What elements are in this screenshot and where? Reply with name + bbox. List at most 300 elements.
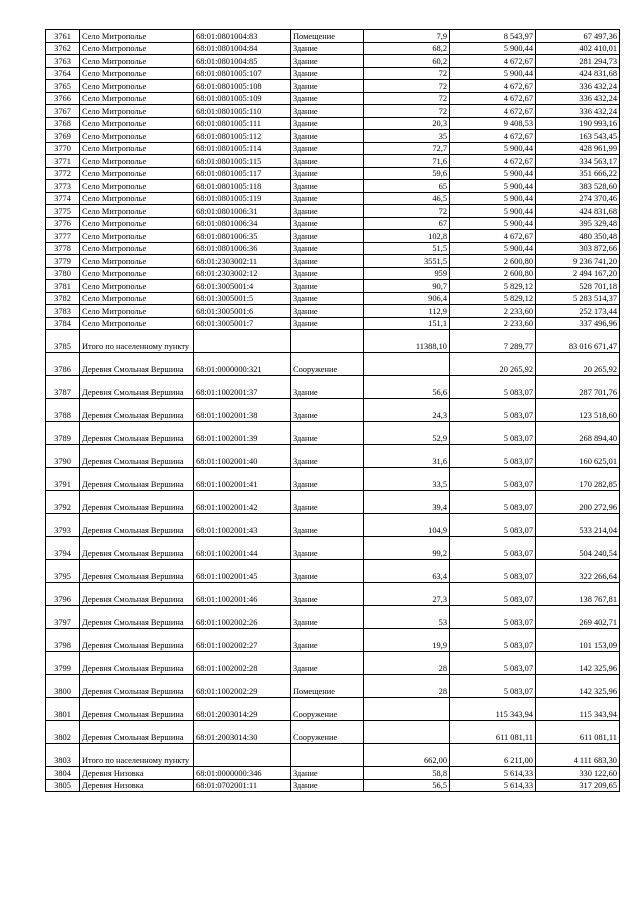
- cell-settlement: Село Митрополье: [80, 205, 194, 218]
- cell-cadastral-value: 351 666,22: [536, 167, 620, 180]
- table-row: [46, 721, 620, 744]
- cell-specific-value: 5 083,07: [450, 606, 536, 629]
- cell-area: 67: [364, 217, 450, 230]
- cell-settlement: Деревня Низовка: [80, 767, 194, 780]
- cell-specific-value: 5 614,33: [450, 779, 536, 792]
- table-row: [46, 292, 620, 305]
- cell-area: 52,9: [364, 422, 450, 445]
- cell-settlement: Село Митрополье: [80, 267, 194, 280]
- cell-settlement: Село Митрополье: [80, 305, 194, 318]
- table-row: [46, 142, 620, 155]
- table-row: [46, 92, 620, 105]
- cell-row-number: 3787: [46, 376, 80, 399]
- cell-cadastral-value: 303 872,66: [536, 242, 620, 255]
- cell-specific-value: 5 083,07: [450, 422, 536, 445]
- cell-settlement: Деревня Смольная Вершина: [80, 376, 194, 399]
- cell-object-type: Помещение: [291, 675, 364, 698]
- cell-row-number: 3773: [46, 180, 80, 193]
- table-row: [46, 514, 620, 537]
- cell-cadastral-number: 68:01:0000000:321: [194, 353, 291, 376]
- cell-cadastral-number: 68:01:0801005:110: [194, 105, 291, 118]
- cell-specific-value: 5 900,44: [450, 67, 536, 80]
- cell-row-number: 3770: [46, 142, 80, 155]
- cell-cadastral-value: 504 240,54: [536, 537, 620, 560]
- cell-row-number: 3781: [46, 280, 80, 293]
- cell-area: 24,3: [364, 399, 450, 422]
- cell-settlement: Село Митрополье: [80, 105, 194, 118]
- cell-specific-value: 5 083,07: [450, 468, 536, 491]
- cell-row-number: 3766: [46, 92, 80, 105]
- cell-cadastral-value: 428 961,99: [536, 142, 620, 155]
- cell-cadastral-value: 123 518,60: [536, 399, 620, 422]
- cell-object-type: Здание: [291, 130, 364, 143]
- cell-row-number: 3763: [46, 55, 80, 68]
- cell-object-type: Здание: [291, 92, 364, 105]
- cell-settlement: Деревня Смольная Вершина: [80, 560, 194, 583]
- cell-object-type: [291, 330, 364, 353]
- cell-area: 65: [364, 180, 450, 193]
- cell-settlement: Село Митрополье: [80, 155, 194, 168]
- cell-object-type: Здание: [291, 317, 364, 330]
- cell-settlement: Деревня Смольная Вершина: [80, 422, 194, 445]
- cell-specific-value: 2 600,80: [450, 255, 536, 268]
- cell-row-number: 3761: [46, 30, 80, 43]
- cell-settlement: Село Митрополье: [80, 80, 194, 93]
- cell-cadastral-number: 68:01:0801005:111: [194, 117, 291, 130]
- cell-cadastral-value: 336 432,24: [536, 92, 620, 105]
- cell-specific-value: 5 083,07: [450, 399, 536, 422]
- cell-row-number: 3779: [46, 255, 80, 268]
- cell-area: 72: [364, 67, 450, 80]
- cell-specific-value: 5 083,07: [450, 652, 536, 675]
- cell-object-type: Здание: [291, 180, 364, 193]
- cell-object-type: Здание: [291, 117, 364, 130]
- cell-cadastral-number: 68:01:0801005:115: [194, 155, 291, 168]
- cell-settlement: Деревня Смольная Вершина: [80, 491, 194, 514]
- cell-cadastral-value: 287 701,76: [536, 376, 620, 399]
- cell-row-number: 3765: [46, 80, 80, 93]
- cell-row-number: 3775: [46, 205, 80, 218]
- cell-cadastral-value: 336 432,24: [536, 105, 620, 118]
- cell-cadastral-number: 68:01:1002001:38: [194, 399, 291, 422]
- cell-cadastral-value: 383 528,60: [536, 180, 620, 193]
- cell-cadastral-number: 68:01:0801004:83: [194, 30, 291, 43]
- cell-cadastral-value: 337 496,96: [536, 317, 620, 330]
- cell-object-type: Здание: [291, 376, 364, 399]
- cell-area: 33,5: [364, 468, 450, 491]
- cell-area: 53: [364, 606, 450, 629]
- cell-object-type: Здание: [291, 80, 364, 93]
- table-row: [46, 30, 620, 43]
- cell-specific-value: 5 829,12: [450, 292, 536, 305]
- cell-area: 72,7: [364, 142, 450, 155]
- cell-cadastral-number: 68:01:0801004:85: [194, 55, 291, 68]
- cell-specific-value: 5 083,07: [450, 675, 536, 698]
- cell-specific-value: 5 900,44: [450, 42, 536, 55]
- cell-cadastral-value: 190 993,16: [536, 117, 620, 130]
- cell-object-type: Сооружение: [291, 698, 364, 721]
- cell-cadastral-number: 68:01:0801006:34: [194, 217, 291, 230]
- cell-settlement: Село Митрополье: [80, 242, 194, 255]
- cell-cadastral-number: 68:01:2303002:11: [194, 255, 291, 268]
- cell-area: 112,9: [364, 305, 450, 318]
- cell-cadastral-number: 68:01:1002001:43: [194, 514, 291, 537]
- cell-area: 72: [364, 105, 450, 118]
- cell-cadastral-value: 160 625,01: [536, 445, 620, 468]
- cell-object-type: Здание: [291, 399, 364, 422]
- cell-cadastral-number: 68:01:0801005:109: [194, 92, 291, 105]
- cell-row-number: 3785: [46, 330, 80, 353]
- cell-cadastral-number: 68:01:0801006:35: [194, 230, 291, 243]
- cell-area: 56,6: [364, 376, 450, 399]
- cell-row-number: 3799: [46, 652, 80, 675]
- cell-specific-value: 5 083,07: [450, 629, 536, 652]
- cell-area: 59,6: [364, 167, 450, 180]
- cell-object-type: Здание: [291, 280, 364, 293]
- cell-area: 31,6: [364, 445, 450, 468]
- cell-cadastral-number: 68:01:1002002:26: [194, 606, 291, 629]
- cell-cadastral-value: 142 325,96: [536, 652, 620, 675]
- table-row: [46, 744, 620, 767]
- cell-area: 20,3: [364, 117, 450, 130]
- cell-cadastral-value: 424 831,68: [536, 67, 620, 80]
- cell-row-number: 3778: [46, 242, 80, 255]
- cell-object-type: Здание: [291, 583, 364, 606]
- cell-specific-value: 5 900,44: [450, 242, 536, 255]
- cell-row-number: 3796: [46, 583, 80, 606]
- cell-object-type: [291, 744, 364, 767]
- cell-area: 56,5: [364, 779, 450, 792]
- cell-area: 7,9: [364, 30, 450, 43]
- cell-cadastral-value: 268 894,40: [536, 422, 620, 445]
- cell-settlement: Село Митрополье: [80, 217, 194, 230]
- cell-object-type: Сооружение: [291, 353, 364, 376]
- cell-specific-value: 2 600,80: [450, 267, 536, 280]
- cell-settlement: Село Митрополье: [80, 192, 194, 205]
- cell-object-type: Здание: [291, 445, 364, 468]
- table-row: [46, 192, 620, 205]
- cell-specific-value: 2 233,60: [450, 305, 536, 318]
- cell-settlement: Деревня Смольная Вершина: [80, 652, 194, 675]
- cell-object-type: Здание: [291, 167, 364, 180]
- table-row: [46, 280, 620, 293]
- cell-cadastral-number: 68:01:0702001:11: [194, 779, 291, 792]
- table-row: [46, 767, 620, 780]
- cell-settlement: Село Митрополье: [80, 142, 194, 155]
- cell-area: 104,9: [364, 514, 450, 537]
- cell-specific-value: 5 083,07: [450, 376, 536, 399]
- cell-object-type: Здание: [291, 142, 364, 155]
- cell-row-number: 3783: [46, 305, 80, 318]
- table-row: [46, 55, 620, 68]
- table-row: [46, 675, 620, 698]
- cell-row-number: 3789: [46, 422, 80, 445]
- cell-settlement: Деревня Смольная Вершина: [80, 629, 194, 652]
- cell-object-type: Здание: [291, 422, 364, 445]
- cell-object-type: Здание: [291, 192, 364, 205]
- cell-object-type: Здание: [291, 242, 364, 255]
- cell-settlement: Деревня Смольная Вершина: [80, 675, 194, 698]
- cell-area: 99,2: [364, 537, 450, 560]
- cell-object-type: Здание: [291, 537, 364, 560]
- cell-cadastral-value: 20 265,92: [536, 353, 620, 376]
- cell-row-number: 3776: [46, 217, 80, 230]
- cell-cadastral-value: 533 214,04: [536, 514, 620, 537]
- cell-row-number: 3794: [46, 537, 80, 560]
- table-row: [46, 230, 620, 243]
- table-row: [46, 130, 620, 143]
- cell-row-number: 3805: [46, 779, 80, 792]
- cell-specific-value: 5 900,44: [450, 180, 536, 193]
- cell-cadastral-value: 269 402,71: [536, 606, 620, 629]
- cell-row-number: 3802: [46, 721, 80, 744]
- cell-cadastral-number: 68:01:1002001:40: [194, 445, 291, 468]
- cell-cadastral-value: 5 283 514,37: [536, 292, 620, 305]
- cell-settlement: Деревня Смольная Вершина: [80, 583, 194, 606]
- cell-row-number: 3792: [46, 491, 80, 514]
- table-row: [46, 305, 620, 318]
- table-row: [46, 399, 620, 422]
- cell-settlement: Село Митрополье: [80, 180, 194, 193]
- cell-cadastral-value: 611 081,11: [536, 721, 620, 744]
- cell-area: 151,1: [364, 317, 450, 330]
- cell-settlement: Деревня Смольная Вершина: [80, 399, 194, 422]
- cell-cadastral-number: 68:01:1002001:39: [194, 422, 291, 445]
- cell-cadastral-value: 424 831,68: [536, 205, 620, 218]
- cell-row-number: 3762: [46, 42, 80, 55]
- cell-area: 906,4: [364, 292, 450, 305]
- table-row: [46, 330, 620, 353]
- cell-area: 28: [364, 675, 450, 698]
- cell-settlement: Деревня Смольная Вершина: [80, 721, 194, 744]
- cell-cadastral-number: 68:01:1002001:45: [194, 560, 291, 583]
- cell-cadastral-value: 138 767,81: [536, 583, 620, 606]
- cell-cadastral-number: 68:01:1002001:46: [194, 583, 291, 606]
- cell-specific-value: 5 083,07: [450, 514, 536, 537]
- table-row: [46, 267, 620, 280]
- cell-row-number: 3764: [46, 67, 80, 80]
- cell-area: 19,9: [364, 629, 450, 652]
- cell-area: 68,2: [364, 42, 450, 55]
- cell-area: 71,6: [364, 155, 450, 168]
- cell-area: [364, 721, 450, 744]
- table-row: [46, 376, 620, 399]
- cell-settlement: Деревня Смольная Вершина: [80, 606, 194, 629]
- table-row: [46, 652, 620, 675]
- cell-area: [364, 698, 450, 721]
- table-row: [46, 537, 620, 560]
- cell-settlement: Село Митрополье: [80, 67, 194, 80]
- cell-settlement: Село Митрополье: [80, 30, 194, 43]
- cell-area: 72: [364, 205, 450, 218]
- cell-specific-value: 5 900,44: [450, 205, 536, 218]
- cell-cadastral-value: 2 494 167,20: [536, 267, 620, 280]
- cell-row-number: 3803: [46, 744, 80, 767]
- cell-cadastral-number: 68:01:0801004:84: [194, 42, 291, 55]
- table-row: [46, 180, 620, 193]
- cell-settlement: Село Митрополье: [80, 167, 194, 180]
- cell-object-type: Здание: [291, 55, 364, 68]
- cell-row-number: 3790: [46, 445, 80, 468]
- cell-area: 63,4: [364, 560, 450, 583]
- cell-settlement: Село Митрополье: [80, 55, 194, 68]
- cell-area: 72: [364, 80, 450, 93]
- cell-cadastral-value: 322 266,64: [536, 560, 620, 583]
- cell-specific-value: 8 543,97: [450, 30, 536, 43]
- cell-object-type: Здание: [291, 155, 364, 168]
- cell-row-number: 3798: [46, 629, 80, 652]
- cell-object-type: Здание: [291, 255, 364, 268]
- cell-object-type: Здание: [291, 514, 364, 537]
- cell-specific-value: 6 211,00: [450, 744, 536, 767]
- cell-cadastral-number: 68:01:1002001:37: [194, 376, 291, 399]
- cell-settlement: Село Митрополье: [80, 255, 194, 268]
- cell-row-number: 3771: [46, 155, 80, 168]
- cell-specific-value: 4 672,67: [450, 55, 536, 68]
- cell-row-number: 3800: [46, 675, 80, 698]
- table-row: [46, 353, 620, 376]
- cell-cadastral-value: 115 343,94: [536, 698, 620, 721]
- cell-settlement: Село Митрополье: [80, 117, 194, 130]
- cell-area: 3551,5: [364, 255, 450, 268]
- cell-cadastral-value: 163 543,45: [536, 130, 620, 143]
- cell-cadastral-number: 68:01:0801005:118: [194, 180, 291, 193]
- cell-specific-value: 4 672,67: [450, 92, 536, 105]
- cell-object-type: Здание: [291, 491, 364, 514]
- cell-row-number: 3780: [46, 267, 80, 280]
- cell-row-number: 3791: [46, 468, 80, 491]
- cell-settlement: Деревня Смольная Вершина: [80, 468, 194, 491]
- cell-row-number: 3788: [46, 399, 80, 422]
- cell-cadastral-number: 68:01:0801006:31: [194, 205, 291, 218]
- cell-settlement: Село Митрополье: [80, 292, 194, 305]
- table-row: [46, 217, 620, 230]
- cell-object-type: Здание: [291, 67, 364, 80]
- cell-cadastral-value: 317 209,65: [536, 779, 620, 792]
- table-row: [46, 242, 620, 255]
- cell-specific-value: 5 083,07: [450, 560, 536, 583]
- cell-object-type: Здание: [291, 560, 364, 583]
- cell-object-type: Здание: [291, 267, 364, 280]
- cell-cadastral-number: 68:01:0801005:108: [194, 80, 291, 93]
- cell-settlement: Деревня Смольная Вершина: [80, 537, 194, 560]
- cell-cadastral-value: 528 701,18: [536, 280, 620, 293]
- cell-area: 27,3: [364, 583, 450, 606]
- cell-specific-value: 5 900,44: [450, 217, 536, 230]
- cell-settlement: Деревня Смольная Вершина: [80, 353, 194, 376]
- cell-cadastral-value: 274 370,46: [536, 192, 620, 205]
- cell-area: 51,5: [364, 242, 450, 255]
- cell-cadastral-number: 68:01:2303002:12: [194, 267, 291, 280]
- cell-cadastral-value: 334 563,17: [536, 155, 620, 168]
- cell-object-type: Здание: [291, 292, 364, 305]
- cell-specific-value: 7 289,77: [450, 330, 536, 353]
- cell-area: 35: [364, 130, 450, 143]
- table-row: [46, 779, 620, 792]
- cell-specific-value: 5 900,44: [450, 142, 536, 155]
- cell-area: 39,4: [364, 491, 450, 514]
- cell-cadastral-number: 68:01:0801005:112: [194, 130, 291, 143]
- cell-settlement: Деревня Смольная Вершина: [80, 445, 194, 468]
- cell-specific-value: 5 614,33: [450, 767, 536, 780]
- cell-specific-value: 5 083,07: [450, 445, 536, 468]
- table-row: [46, 583, 620, 606]
- cell-row-number: 3782: [46, 292, 80, 305]
- cell-settlement: Село Митрополье: [80, 92, 194, 105]
- table-row: [46, 445, 620, 468]
- table-row: [46, 117, 620, 130]
- cell-cadastral-number: 68:01:2003014:30: [194, 721, 291, 744]
- cell-object-type: Сооружение: [291, 721, 364, 744]
- cell-row-number: 3784: [46, 317, 80, 330]
- cell-cadastral-value: 330 122,60: [536, 767, 620, 780]
- cell-row-number: 3777: [46, 230, 80, 243]
- cell-cadastral-value: 9 236 741,20: [536, 255, 620, 268]
- cell-cadastral-number: 68:01:0801005:114: [194, 142, 291, 155]
- cell-object-type: Здание: [291, 205, 364, 218]
- table-row: [46, 105, 620, 118]
- cell-specific-value: 611 081,11: [450, 721, 536, 744]
- cell-object-type: Здание: [291, 779, 364, 792]
- table-row: [46, 629, 620, 652]
- cell-cadastral-value: 83 016 671,47: [536, 330, 620, 353]
- cell-cadastral-number: [194, 744, 291, 767]
- table-row: [46, 468, 620, 491]
- cell-object-type: Здание: [291, 767, 364, 780]
- cell-object-type: Здание: [291, 305, 364, 318]
- cell-settlement: Деревня Смольная Вершина: [80, 698, 194, 721]
- cell-settlement: Деревня Низовка: [80, 779, 194, 792]
- cell-settlement: Деревня Смольная Вершина: [80, 514, 194, 537]
- cell-area: 90,7: [364, 280, 450, 293]
- cell-object-type: Здание: [291, 230, 364, 243]
- cell-specific-value: 4 672,67: [450, 105, 536, 118]
- cell-cadastral-number: 68:01:3005001:6: [194, 305, 291, 318]
- cell-cadastral-number: 68:01:1002002:28: [194, 652, 291, 675]
- cell-area: 11388,10: [364, 330, 450, 353]
- cell-area: 72: [364, 92, 450, 105]
- cell-cadastral-number: 68:01:0801006:36: [194, 242, 291, 255]
- cell-specific-value: 5 083,07: [450, 537, 536, 560]
- cell-specific-value: 5 083,07: [450, 583, 536, 606]
- table-row: [46, 155, 620, 168]
- cell-area: [364, 353, 450, 376]
- valuation-table: [45, 29, 620, 792]
- cell-area: 959: [364, 267, 450, 280]
- cell-cadastral-number: 68:01:0801005:107: [194, 67, 291, 80]
- cell-cadastral-number: 68:01:1002002:29: [194, 675, 291, 698]
- table-row: [46, 67, 620, 80]
- table-row: [46, 205, 620, 218]
- table-row: [46, 42, 620, 55]
- cell-specific-value: 4 672,67: [450, 230, 536, 243]
- cell-row-number: 3801: [46, 698, 80, 721]
- table-row: [46, 422, 620, 445]
- cell-area: 46,5: [364, 192, 450, 205]
- cell-settlement: Итого по населенному пункту: [80, 744, 194, 767]
- cell-cadastral-number: 68:01:1002001:44: [194, 537, 291, 560]
- cell-row-number: 3768: [46, 117, 80, 130]
- cell-object-type: Здание: [291, 468, 364, 491]
- cell-settlement: Село Митрополье: [80, 280, 194, 293]
- cell-cadastral-value: 200 272,96: [536, 491, 620, 514]
- cell-cadastral-number: 68:01:1002001:41: [194, 468, 291, 491]
- cell-specific-value: 4 672,67: [450, 130, 536, 143]
- cell-row-number: 3769: [46, 130, 80, 143]
- cell-row-number: 3797: [46, 606, 80, 629]
- cell-specific-value: 20 265,92: [450, 353, 536, 376]
- cell-cadastral-value: 480 350,48: [536, 230, 620, 243]
